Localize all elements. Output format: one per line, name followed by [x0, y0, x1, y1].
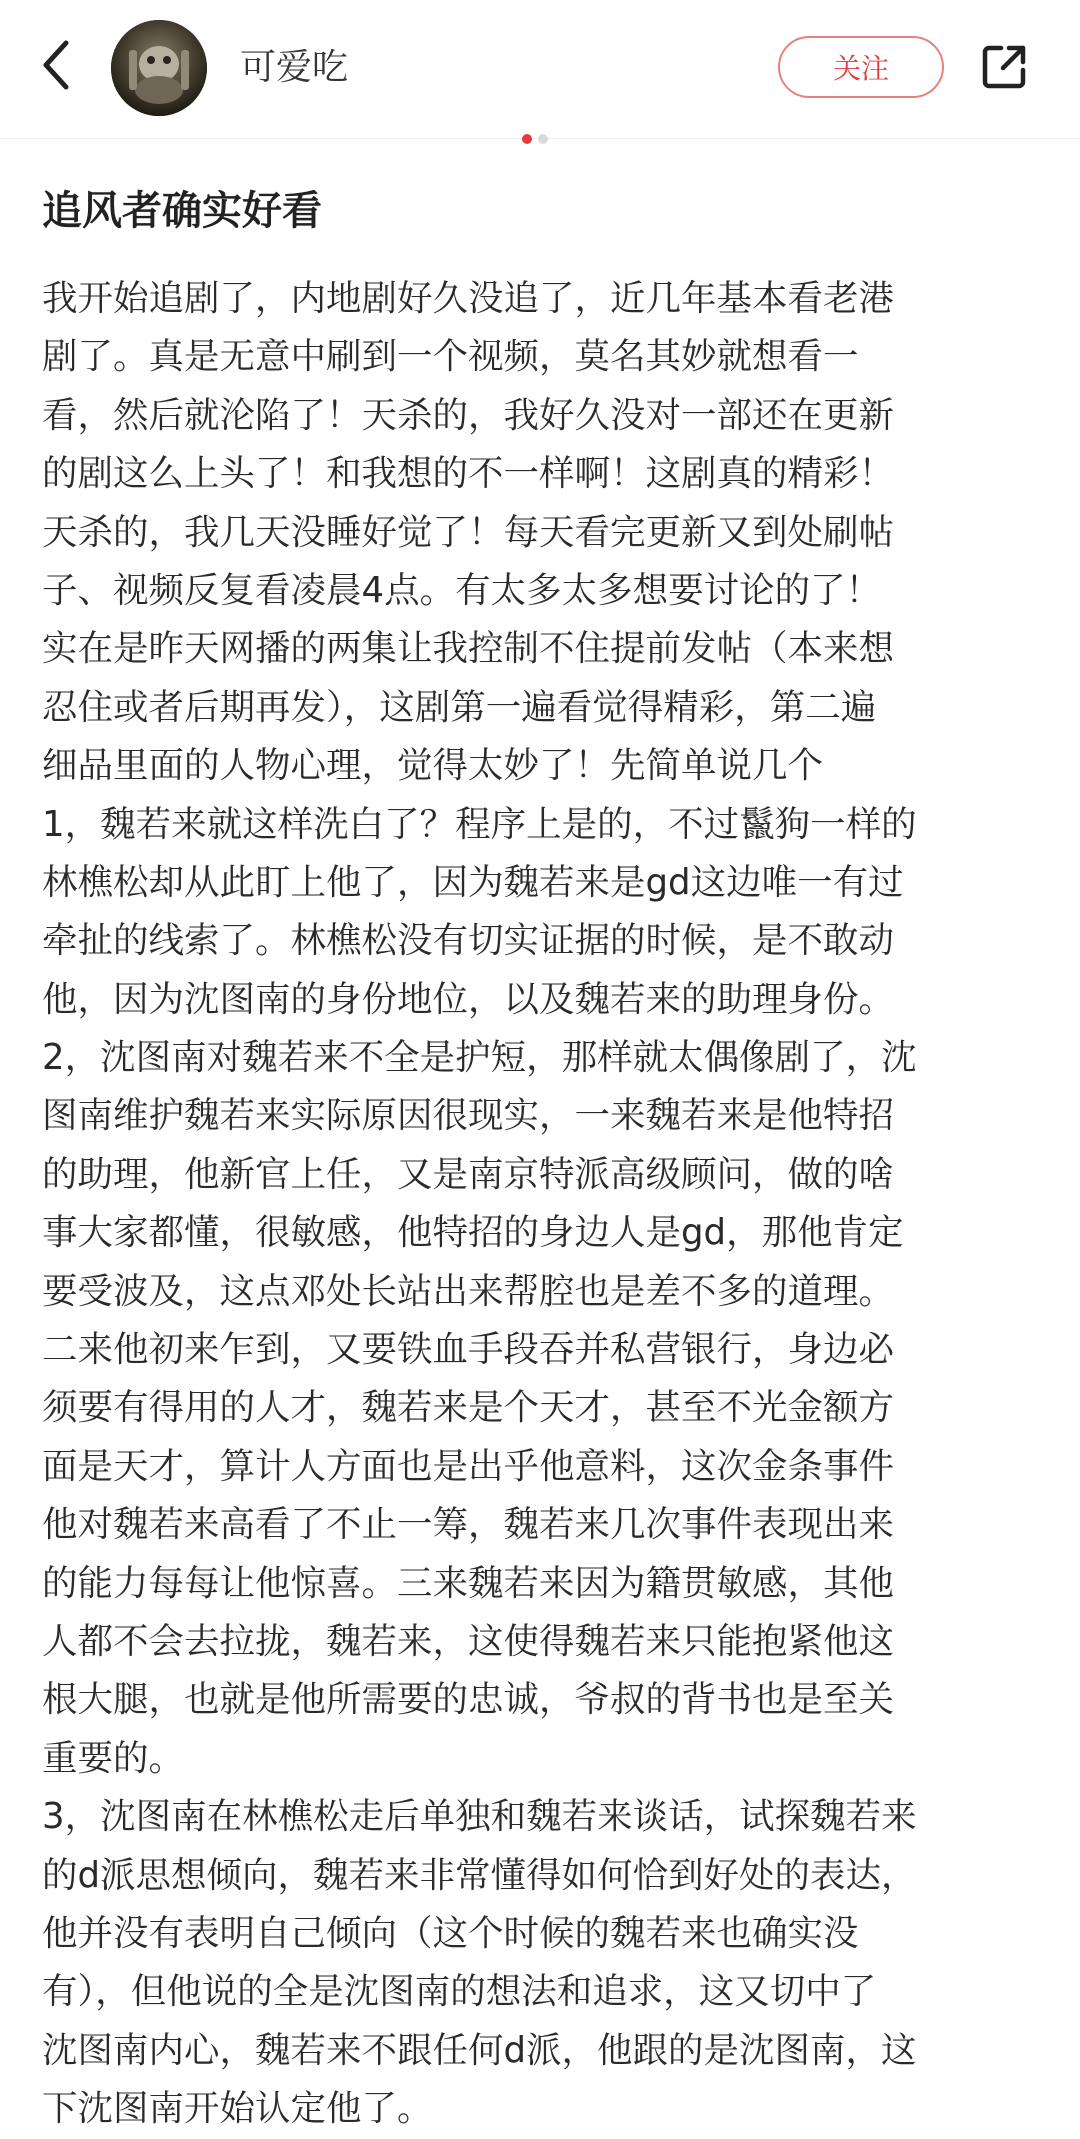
post-body-line: 他，因为沈图南的身份地位，以及魏若来的助理身份。 [42, 978, 895, 1020]
post-body-line: 下沈图南开始认定他了。 [42, 2088, 433, 2130]
post-body-line: 牵扯的线索了。林樵松没有切实证据的时候，是不敢动 [42, 920, 895, 962]
back-button[interactable] [30, 30, 80, 100]
post-body-line: 的助理，他新官上任，又是南京特派高级顾问，做的啥 [42, 1153, 895, 1195]
post-body-line: 2，沈图南对魏若来不全是护短，那样就太偶像剧了，沈 [42, 1037, 917, 1079]
post-body-line: 林樵松却从此盯上他了，因为魏若来是gd这边唯一有过 [42, 861, 904, 903]
post-content [42, 176, 1038, 2139]
top-bar [0, 0, 1080, 139]
post-body [42, 270, 1038, 2139]
pager-dot-active [522, 134, 532, 144]
post-body-line: 他对魏若来高看了不止一筹，魏若来几次事件表现出来 [42, 1504, 895, 1546]
post-body-line: 的剧这么上头了！和我想的不一样啊！这剧真的精彩！ [42, 453, 895, 495]
post-body-line: 他并没有表明自己倾向（这个时候的魏若来也确实没 [42, 1912, 859, 1954]
username[interactable]: 可爱吃 [240, 47, 349, 88]
post-body-line: 我开始追剧了，内地剧好久没追了，近几年基本看老港 [42, 278, 895, 319]
post-body-line: 要受波及，这点邓处长站出来帮腔也是差不多的道理。 [42, 1270, 895, 1312]
follow-button[interactable]: 关注 [778, 36, 944, 98]
post-title: 追风者确实好看 [42, 188, 322, 234]
post-body-line: 剧了。真是无意中刷到一个视频，莫名其妙就想看一 [42, 336, 859, 378]
post-body-line: 面是天才，算计人方面也是出乎他意料，这次金条事件 [42, 1445, 895, 1487]
post-body-line: 沈图南内心，魏若来不跟任何d派，他跟的是沈图南，这 [42, 2029, 917, 2071]
post-body-line: 须要有得用的人才，魏若来是个天才，甚至不光金额方 [42, 1387, 895, 1429]
post-body-line: 子、视频反复看凌晨4点。有太多太多想要讨论的了！ [42, 569, 882, 611]
share-button[interactable] [976, 36, 1032, 98]
image-pager [522, 134, 548, 144]
post-body-line: 有），但他说的全是沈图南的想法和追求，这又切中了 [42, 1971, 877, 2013]
post-body-line: 细品里面的人物心理，觉得太妙了！先简单说几个 [42, 745, 824, 787]
post-body-line: 重要的。 [42, 1737, 185, 1779]
post-body-line: 事大家都懂，很敏感，他特招的身边人是gd，那他肯定 [42, 1212, 904, 1254]
pager-dot [538, 134, 548, 144]
post-body-line: 天杀的，我几天没睡好觉了！每天看完更新又到处刷帖 [42, 511, 895, 553]
post-body-line: 二来他初来乍到，又要铁血手段吞并私营银行，身边必 [42, 1329, 895, 1371]
avatar[interactable] [111, 20, 207, 116]
share-icon [979, 42, 1029, 92]
post-body-line: 看，然后就沦陷了！天杀的，我好久没对一部还在更新 [42, 394, 895, 436]
post-body-line: 实在是昨天网播的两集让我控制不住提前发帖（本来想 [42, 628, 895, 670]
avatar-image [111, 20, 207, 116]
post-body-line: 1，魏若来就这样洗白了？程序上是的，不过鬣狗一样的 [42, 803, 917, 845]
post-body-line: 3，沈图南在林樵松走后单独和魏若来谈话，试探魏若来 [42, 1796, 917, 1838]
post-body-line: 人都不会去拉拢，魏若来，这使得魏若来只能抱紧他这 [42, 1620, 895, 1662]
post-body-line: 的d派思想倾向，魏若来非常懂得如何恰到好处的表达， [42, 1854, 917, 1896]
post-body-line: 忍住或者后期再发），这剧第一遍看觉得精彩，第二遍 [42, 686, 877, 728]
post-body-line: 根大腿，也就是他所需要的忠诚，爷叔的背书也是至关 [42, 1679, 895, 1721]
chevron-left-icon [38, 37, 72, 93]
post-body-line: 图南维护魏若来实际原因很现实，一来魏若来是他特招 [42, 1095, 895, 1137]
post-body-line: 的能力每每让他惊喜。三来魏若来因为籍贯敏感，其他 [42, 1562, 895, 1604]
